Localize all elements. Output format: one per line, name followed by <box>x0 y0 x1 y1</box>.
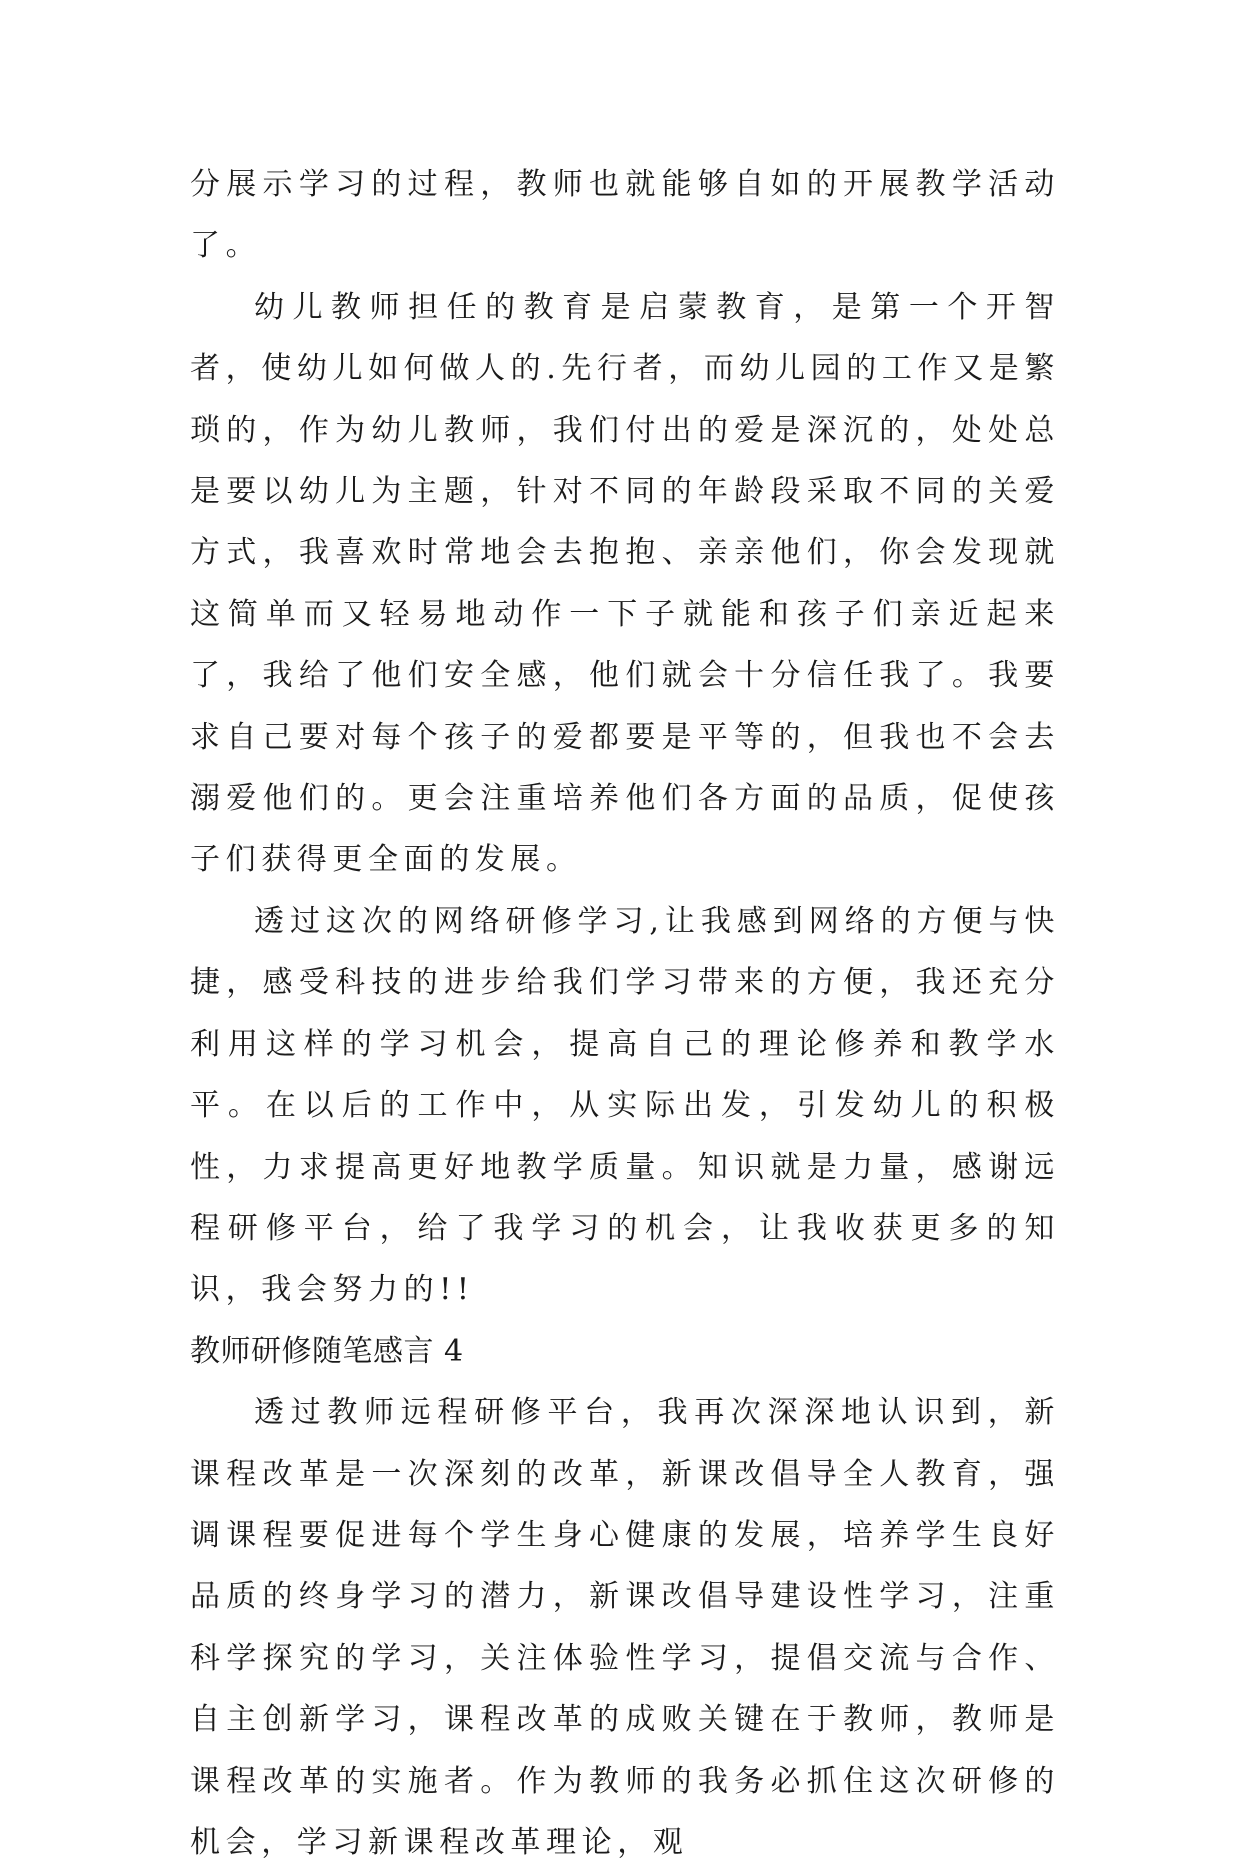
paragraph-1: 分展示学习的过程，教师也就能够自如的开展教学活动了。 <box>190 167 1060 264</box>
paragraph-2: 幼儿教师担任的教育是启蒙教育，是第一个开智者，使幼儿如何做人的.先行者，而幼儿园的工作又是繁琐的，作为幼儿教师，我们付出的爱是深沉的，处处总是要以幼儿为主题，针对不同的年龄段采取不同的关爱方式，我喜欢时常地会去抱抱、亲亲他们，你会发现就这简单而又轻易地动作一下子就能和孩子们亲近起来了，我给了他们安全感，他们就会十分信任我了。我要求自己要对每个孩子的爱都要是平等的，但我也不会去溺爱他们的。更会注重培养他们各方面的品质，促使孩子们获得更全面的发展。 <box>190 289 1060 878</box>
document-body <box>190 154 1060 1873</box>
paragraph-3: 透过这次的网络研修学习,让我感到网络的方便与快捷，感受科技的进步给我们学习带来的方便，我还充分利用这样的学习机会，提高自己的理论修养和教学水平。在以后的工作中，从实际出发，引发幼儿的积极性，力求提高更好地教学质量。知识就是力量，感谢远程研修平台，给了我学习的机会，让我收获更多的知识，我会努力的!! <box>190 903 1060 1308</box>
paragraph-4: 透过教师远程研修平台，我再次深深地认识到，新课程改革是一次深刻的改革，新课改倡导全人教育，强调课程要促进每个学生身心健康的发展，培养学生良好品质的终身学习的潜力，新课改倡导建设性学习，注重科学探究的学习，关注体验性学习，提倡交流与合作、自主创新学习，课程改革的成败关键在于教师，教师是课程改革的实施者。作为教师的我务必抓住这次研修的机会，学习新课程改革理论，观 <box>190 1395 1060 1860</box>
section-heading: 教师研修随笔感言 4 <box>190 1333 464 1369</box>
